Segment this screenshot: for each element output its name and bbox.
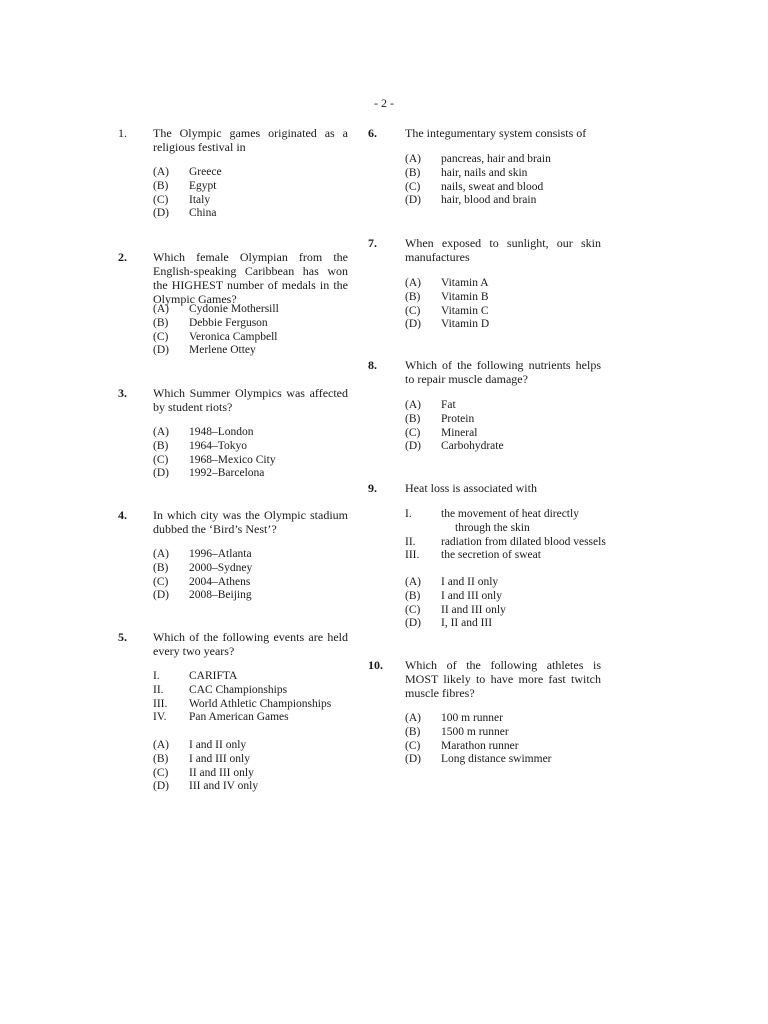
option-d: (D) I, II and III	[405, 617, 493, 630]
roman-item-2: II. CAC Championships	[153, 683, 288, 696]
question-stem: Which of the following athletes is MOST likely to have more fast twitch muscle fibres?	[405, 658, 601, 700]
option-b: (B) Vitamin B	[405, 290, 489, 303]
option-b: (B) I and III only	[405, 589, 502, 602]
option-a: (A) Greece	[153, 166, 222, 178]
option-c: (C) Italy	[153, 193, 211, 206]
option-b: (B) 1964–Tokyo	[153, 439, 247, 452]
option-a: (A) pancreas, hair and brain	[405, 153, 551, 165]
question-stem: Heat loss is associated with	[405, 481, 537, 495]
options-list	[405, 399, 504, 454]
option-b: (B) Egypt	[153, 179, 217, 192]
option-b: (B) hair, nails and skin	[405, 166, 528, 179]
options-list	[153, 739, 258, 794]
option-c: (C) nails, sweat and blood	[405, 180, 544, 193]
option-c: (C) 1968–Mexico City	[153, 453, 276, 466]
roman-item-3: III. World Athletic Championships	[153, 697, 332, 710]
option-a: (A) Vitamin A	[405, 277, 489, 289]
question-number: 7.	[368, 236, 377, 250]
question-number: 6.	[368, 126, 377, 140]
question-stem: Which of the following events are held every two years?	[153, 630, 348, 658]
question-number: 2.	[118, 250, 127, 264]
question-stem: When exposed to sunlight, our skin manufactures	[405, 236, 601, 264]
option-b: (B) Debbie Ferguson	[153, 316, 268, 329]
option-a: (A) 100 m runner	[405, 712, 503, 724]
option-b: (B) I and III only	[153, 752, 250, 765]
option-d: (D) China	[153, 207, 217, 220]
roman-item-3: III. the secretion of sweat	[405, 549, 541, 562]
option-d: (D) III and IV only	[153, 780, 259, 793]
question-number: 3.	[118, 386, 127, 400]
option-c: (C) II and III only	[153, 766, 254, 779]
page-number: - 2 -	[374, 96, 394, 110]
option-d: (D) Carbohydrate	[405, 440, 504, 453]
options-list	[405, 576, 506, 631]
question-stem: The integumentary system consists of	[405, 126, 587, 140]
question-number: 9.	[368, 481, 377, 495]
options-list	[153, 548, 252, 603]
options-list	[405, 277, 489, 332]
question-number: 10.	[368, 658, 383, 672]
option-d: (D) 1992–Barcelona	[153, 467, 265, 480]
option-a: (A) I and II only	[153, 739, 247, 751]
option-c: (C) II and III only	[405, 603, 506, 616]
option-d: (D) Vitamin D	[405, 318, 490, 331]
option-c: (C) 2004–Athens	[153, 575, 251, 588]
option-d: (D) 2008–Beijing	[153, 589, 252, 602]
option-a: (A) Fat	[405, 399, 456, 411]
option-c: (C) Veronica Campbell	[153, 330, 278, 343]
option-b: (B) Protein	[405, 412, 475, 425]
question-number: 8.	[368, 358, 377, 372]
question-stem: The Olympic games originated as a religious festival in	[153, 126, 348, 154]
option-d: (D) Long distance swimmer	[405, 753, 552, 766]
options-list	[405, 712, 552, 767]
roman-item-1: I. the movement of heat directly through the skin	[405, 508, 579, 534]
option-b: (B) 1500 m runner	[405, 725, 509, 738]
question-number: 1.	[118, 126, 127, 140]
roman-item-4: IV. Pan American Games	[153, 711, 289, 724]
question-stem: Which Summer Olympics was affected by student riots?	[153, 386, 348, 414]
options-list	[153, 166, 222, 221]
option-d: (D) Merlene Ottey	[153, 344, 256, 357]
option-c: (C) Marathon runner	[405, 739, 519, 752]
question-stem: Which of the following nutrients helps to repair muscle damage?	[405, 358, 601, 386]
option-c: (C) Mineral	[405, 426, 478, 439]
question-number: 4.	[118, 508, 127, 522]
question-stem: In which city was the Olympic stadium dubbed the ‘Bird’s Nest’?	[153, 508, 348, 536]
option-d: (D) hair, blood and brain	[405, 194, 537, 207]
option-c: (C) Vitamin C	[405, 304, 489, 317]
options-list	[405, 153, 551, 208]
roman-item-1: I. CARIFTA	[153, 670, 238, 682]
roman-list	[405, 508, 606, 563]
options-list	[153, 426, 276, 481]
option-b: (B) 2000–Sydney	[153, 561, 253, 574]
option-a: (A) I and II only	[405, 576, 499, 588]
options-list	[153, 303, 279, 358]
option-a: (A) 1948–London	[153, 426, 254, 438]
roman-list	[153, 670, 331, 725]
roman-item-2: II. radiation from dilated blood vessels	[405, 535, 606, 548]
option-a: (A) 1996–Atlanta	[153, 548, 252, 560]
question-number: 5.	[118, 630, 127, 644]
option-a: (A) Cydonie Mothersill	[153, 303, 279, 315]
question-stem: Which female Olympian from the English-speaking Caribbean has won the HIGHEST number of medals in the Olympic Games?	[153, 250, 348, 306]
